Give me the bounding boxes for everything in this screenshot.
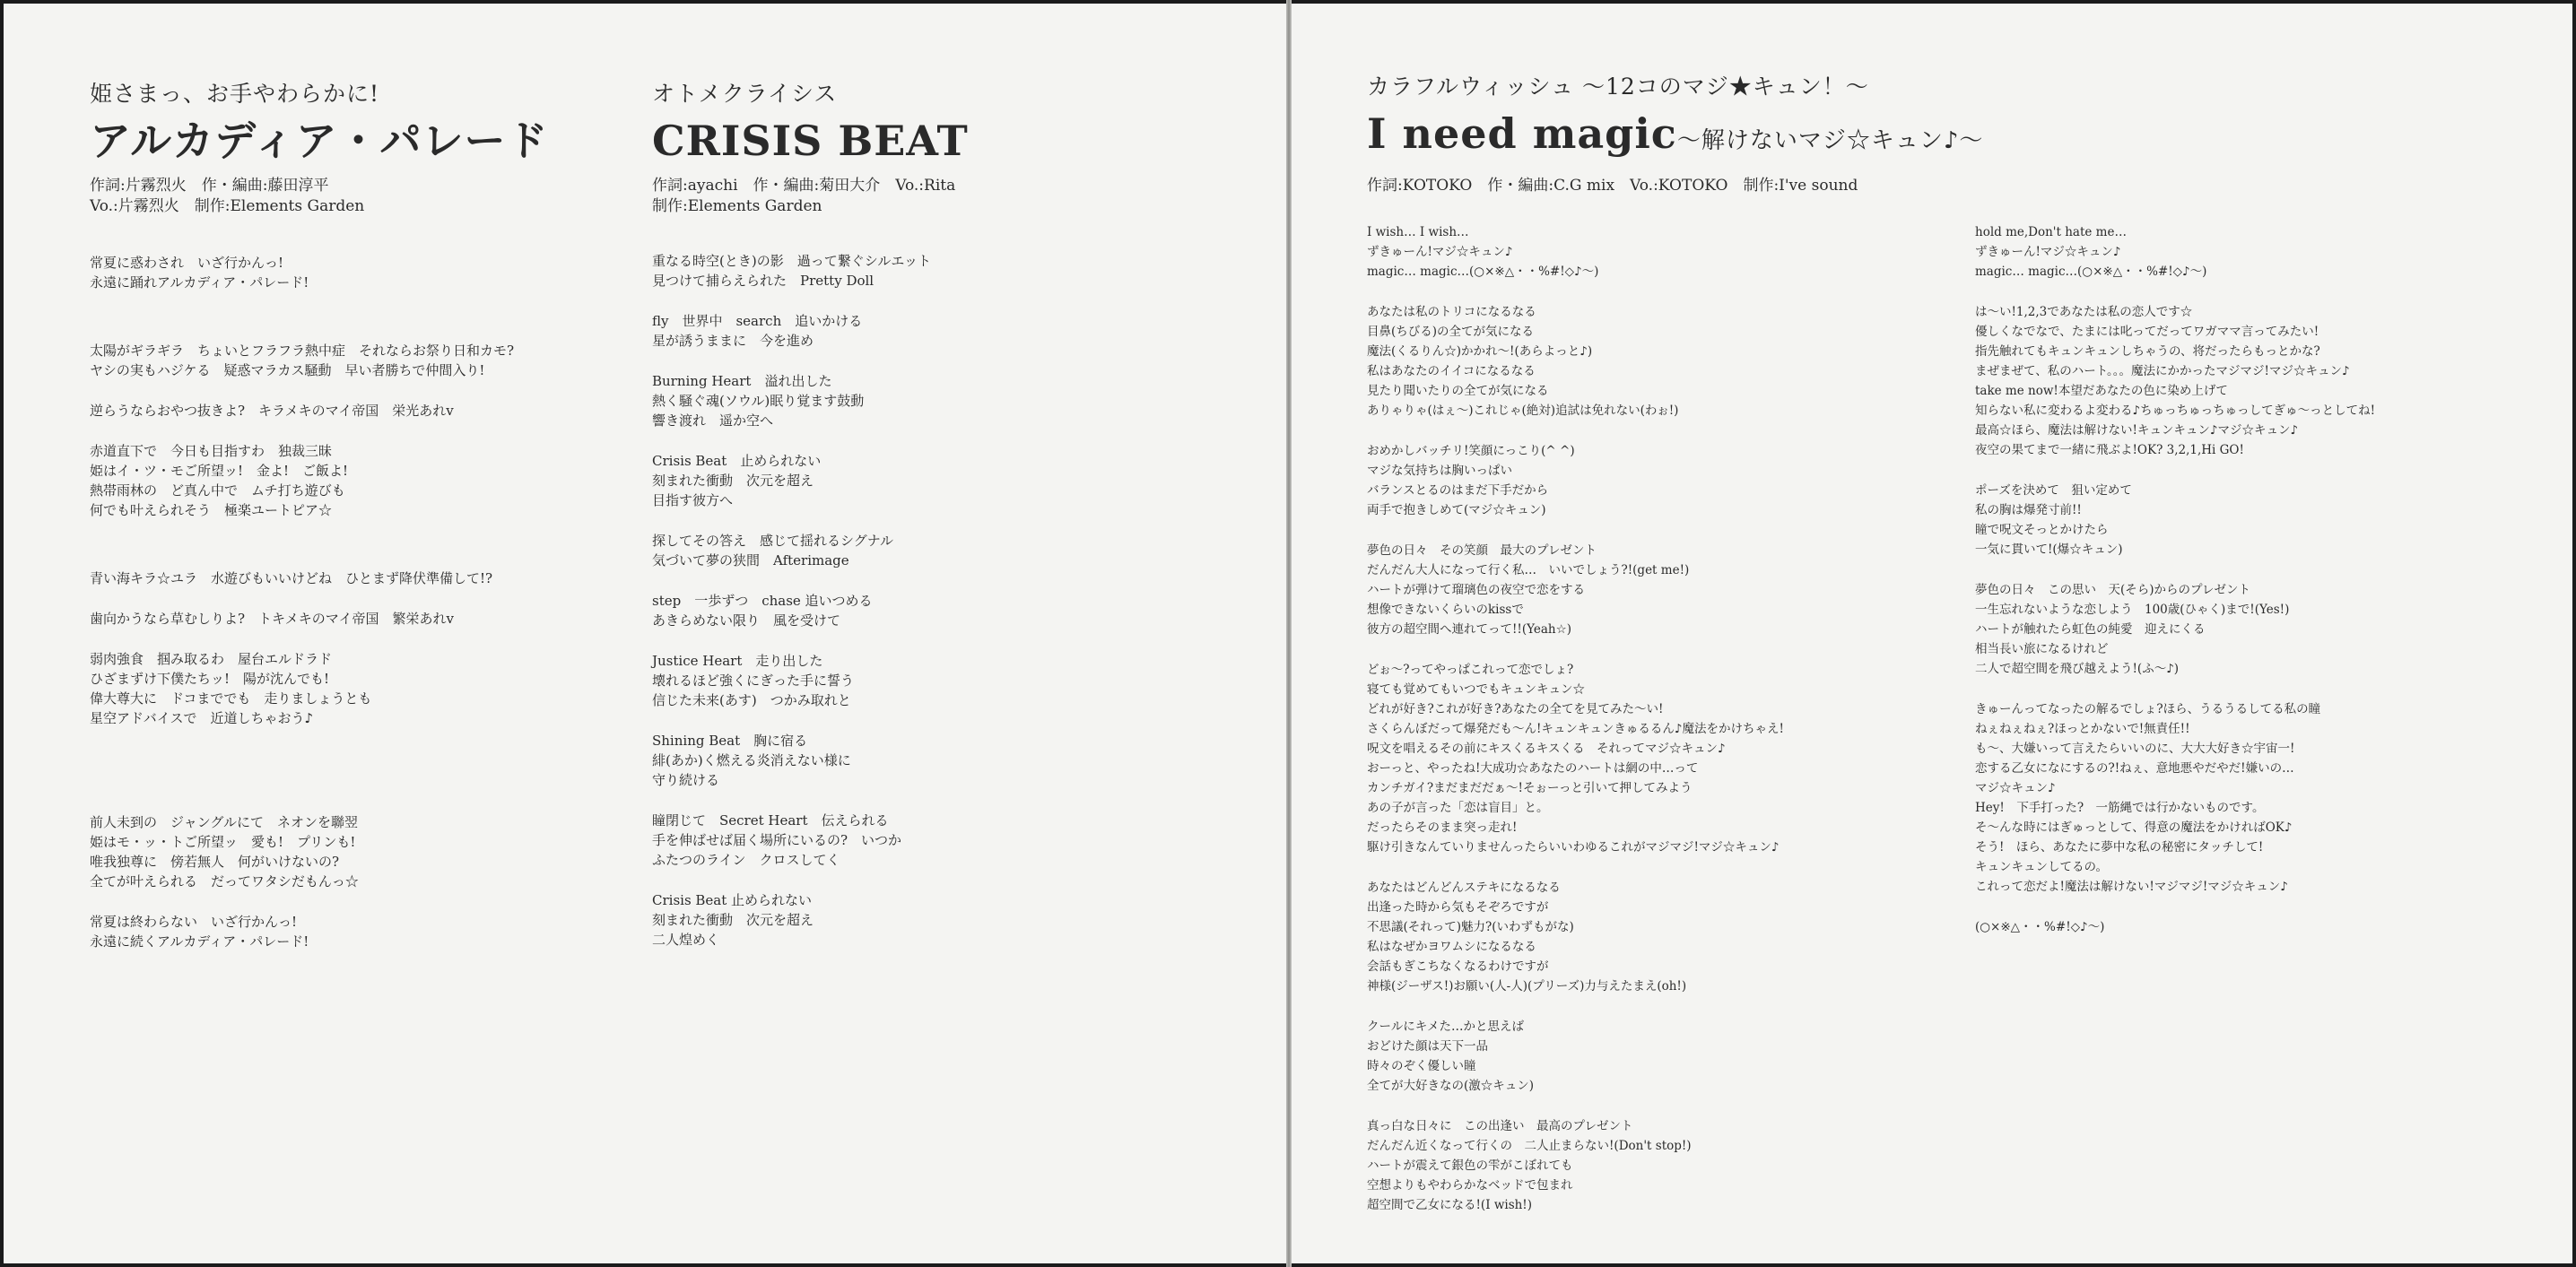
lyric-stanza [90, 912, 514, 951]
lyric-line: 全てが大好きなの(激☆キュン) [1367, 1079, 1535, 1093]
lyric-line: 超空間で乙女になる!(I wish!) [1367, 1198, 1533, 1212]
lyric-line: ありゃりゃ(はぇ～)これじゃ(絶対)追試は免れない(わぉ!) [1367, 404, 1679, 418]
lyric-stanza [652, 651, 931, 710]
song-2-credits [652, 176, 969, 217]
lyric-line: magic… magic…(○×※△・・%#!◇♪～) [1975, 265, 2207, 279]
lyric-line: 刻まれた衝動 次元を超え [652, 912, 814, 928]
lyric-stanza [90, 649, 514, 728]
lyric-line: 熱く騒ぐ魂(ソウル)眠り覚ます鼓動 [652, 393, 865, 409]
lyric-line: step 一歩ずつ chase 追いつめる [652, 593, 873, 609]
lyric-line: おどけた顔は天下一品 [1367, 1039, 1488, 1054]
lyric-line: 出逢った時から気もそぞろですが [1367, 900, 1549, 915]
lyric-stanza [652, 531, 931, 570]
lyric-line: ポーズを決めて 狙い定めて [1975, 483, 2132, 498]
lyric-line: 一生忘れないような恋しよう 100歳(ひゃく)まで!(Yes!) [1975, 603, 2290, 617]
lyric-stanza [652, 890, 931, 950]
lyric-line: 何でも叶えられそう 極楽ユートピア☆ [90, 502, 333, 518]
lyric-line: Shining Beat 胸に宿る [652, 733, 808, 749]
song-1-subtitle: 姫さまっ、お手やわらかに! [90, 81, 380, 107]
credits-line: Vo.:片霧烈火 制作:Elements Garden [90, 197, 365, 215]
lyric-line: どぉ～?ってやっぱこれって恋でしょ? [1367, 663, 1574, 677]
song-3-title-sub: ～解けないマジ☆キュン♪～ [1676, 127, 1984, 154]
lyric-line: キュンキュンしてるの。 [1975, 860, 2108, 874]
lyric-line: 信じた未来(あす) つかみ取れと [652, 692, 851, 708]
lyric-line: あの子が言った「恋は盲目」と。 [1367, 801, 1549, 815]
lyric-line: 探してその答え 感じて揺れるシグナル [652, 533, 893, 549]
lyric-line: hold me,Don't hate me… [1975, 225, 2127, 239]
song-1-credits [90, 176, 548, 217]
lyric-line: おめかしバッチリ!笑顔にっこり(^ ^) [1367, 444, 1575, 458]
lyric-line: I wish… I wish… [1367, 225, 1469, 239]
lyric-line: Crisis Beat 止められない [652, 892, 813, 908]
lyric-line: 神様(ジーザス!)お願い(人-人)(プリーズ)力与えたまえ(oh!) [1367, 979, 1687, 994]
lyric-line: 唯我独尊に 傍若無人 何がいけないの? [90, 854, 340, 870]
lyric-line: 見つけて捕らえられた Pretty Doll [652, 273, 875, 289]
lyric-line: 青い海キラ☆ユラ 水遊びもいいけどね ひとまず降伏準備して!? [90, 570, 493, 586]
lyric-line: 響き渡れ 遥か空へ [652, 412, 774, 429]
lyric-line: 逆らうならおやつ抜きよ? キラメキのマイ帝国 栄光あれv [90, 403, 454, 419]
lyric-line: おーっと、やったね!大成功☆あなたのハートは網の中…って [1367, 761, 1699, 776]
song-1-title: アルカディア・パレード [90, 117, 549, 165]
lyric-line: そ～んな時にはぎゅっとして、得意の魔法をかければOK♪ [1975, 820, 2293, 835]
lyric-stanza [1367, 441, 1784, 520]
lyric-stanza [652, 371, 931, 430]
lyric-line: 見たり聞いたりの全てが気になる [1367, 384, 1549, 398]
lyric-stanza [1975, 481, 2375, 560]
lyric-stanza [1367, 660, 1784, 857]
lyric-stanza [1367, 1017, 1784, 1096]
lyric-stanza [90, 812, 514, 891]
lyric-line: take me now!本望だあなたの色に染め上げて [1975, 384, 2228, 398]
lyric-line: きゅーんってなったの解るでしょ?ほら、うるうるしてる私の瞳 [1975, 702, 2321, 716]
lyric-stanza [652, 811, 931, 870]
lyric-line: 姫はイ・ツ・モご所望ッ! 金よ! ご飯よ! [90, 463, 349, 479]
lyric-line: 真っ白な日々に この出逢い 最高のプレゼント [1367, 1119, 1633, 1133]
lyric-line: だんだん大人になって行く私… いいでしょう?!(get me!) [1367, 563, 1690, 577]
lyric-line: Hey! 下手打った? 一筋縄では行かないものです。 [1975, 801, 2265, 815]
lyric-line: 私はなぜかヨワムシになるなる [1367, 940, 1536, 954]
lyric-line: 気づいて夢の狭間 Afterimage [652, 552, 849, 568]
lyric-line: ハートが弾けて瑠璃色の夜空で恋をする [1367, 583, 1585, 597]
lyric-line: 私はあなたのイイコになるなる [1367, 364, 1536, 378]
lyric-line: バランスとるのはまだ下手だから [1367, 483, 1549, 498]
lyric-line: 一気に貫いて!(爆☆キュン) [1975, 542, 2123, 557]
lyric-line: あなたはどんどんステキになるなる [1367, 881, 1561, 895]
lyric-line: マジ☆キュン♪ [1975, 781, 2056, 795]
song-2-title: CRISIS BEAT [652, 117, 969, 165]
lyric-line: マジな気持ちは胸いっぱい [1367, 464, 1512, 478]
lyric-line: 瞳で呪文そっとかけたら [1975, 523, 2109, 537]
lyric-stanza [652, 451, 931, 510]
lyric-line: 全てが叶えられる だってワタシだもんっ☆ [90, 873, 359, 890]
lyric-line: ハートが震えて銀色の雫がこぼれても [1367, 1159, 1573, 1173]
credits-line: 制作:Elements Garden [652, 197, 822, 215]
lyric-line: 重なる時空(とき)の影 過って繋ぐシルエット [652, 253, 932, 269]
lyric-line: 瞳閉じて Secret Heart 伝えられる [652, 812, 889, 829]
lyric-stanza [652, 251, 931, 291]
lyric-line: そう! ほら、あなたに夢中な私の秘密にタッチして! [1975, 840, 2264, 855]
lyric-line: 優しくなでなで、たまには叱ってだってワガママ言ってみたい! [1975, 325, 2319, 339]
lyric-stanza [1975, 699, 2375, 897]
lyric-line: まぜまぜて、私のハート。。。魔法にかかったマジマジ!マジ☆キュン♪ [1975, 364, 2350, 378]
credits-line: 作詞:KOTOKO 作・編曲:C.G mix Vo.:KOTOKO 制作:I've sound [1367, 177, 1858, 195]
lyric-line: も～、大嫌いって言えたらいいのに、大大大好き☆宇宙一! [1975, 742, 2295, 756]
lyric-line: 常夏に惑わされ いざ行かんっ! [90, 255, 284, 271]
lyric-line: 永遠に続くアルカディア・パレード! [90, 933, 309, 950]
lyric-line: は～い!1,2,3であなたは私の恋人です☆ [1975, 305, 2193, 319]
song-2-lyrics [652, 251, 931, 970]
lyric-line: 時々のぞく優しい瞳 [1367, 1059, 1476, 1073]
song-3-header [1367, 74, 1983, 196]
lyric-line: 手を伸ばせば届く場所にいるの? いつか [652, 832, 902, 848]
lyric-line: 私の胸は爆発寸前!! [1975, 503, 2082, 517]
lyric-line: 想像できないくらいのkissで [1367, 603, 1524, 617]
song-2-subtitle: オトメクライシス [652, 81, 838, 107]
lyric-line: 夢色の日々 その笑顔 最大のプレゼント [1367, 543, 1597, 558]
lyric-stanza [1975, 222, 2375, 282]
lyric-line: 恋する乙女になにするの?!ねぇ、意地悪やだやだ!嫌いの… [1975, 761, 2294, 776]
lyric-stanza [1975, 302, 2375, 460]
lyric-stanza [1367, 222, 1784, 282]
song-2-header [652, 81, 969, 217]
lyric-line: 星が誘うままに 今を進め [652, 333, 814, 349]
lyric-stanza [90, 568, 514, 588]
lyric-line: 最高☆ほら、魔法は解けない!キュンキュン♪マジ☆キュン♪ [1975, 423, 2299, 438]
lyric-stanza [1367, 302, 1784, 421]
lyric-line: 彼方の超空間へ連れてって!!(Yeah☆) [1367, 622, 1571, 637]
lyric-line: 知らない私に変わるよ変わる♪ちゅっちゅっちゅっしてぎゅ～っとしてね! [1975, 404, 2376, 418]
lyric-line: 永遠に踊れアルカディア・パレード! [90, 274, 309, 291]
lyric-line: 夜空の果てまで一緒に飛ぶよ!OK? 3,2,1,Hi GO! [1975, 443, 2244, 457]
lyric-line: ふたつのライン クロスしてく [652, 852, 840, 868]
lyric-line: 空想よりもやわらかなベッドで包まれ [1367, 1178, 1573, 1193]
lyric-line: 夢色の日々 この思い 天(そら)からのプレゼント [1975, 583, 2250, 597]
lyric-line: 歯向かうなら草むしりよ? トキメキのマイ帝国 繁栄あれv [90, 611, 454, 627]
lyric-line: 二人煌めく [652, 932, 720, 948]
lyric-line: fly 世界中 search 追いかける [652, 313, 863, 329]
lyric-line: (○×※△・・%#!◇♪～) [1975, 920, 2105, 934]
lyric-line: 緋(あか)く燃える炎消えない様に [652, 752, 851, 768]
lyric-line: あなたは私のトリコになるなる [1367, 305, 1536, 319]
lyric-line: Burning Heart 溢れ出した [652, 373, 832, 389]
lyric-line: これって恋だよ!魔法は解けない!マジマジ!マジ☆キュン♪ [1975, 880, 2288, 894]
lyric-line: 相当長い旅になるけれど [1975, 642, 2109, 656]
lyric-line: 赤道直下で 今日も目指すわ 独裁三昧 [90, 443, 333, 459]
lyric-line: 太陽がギラギラ ちょいとフラフラ熱中症 それならお祭り日和カモ? [90, 343, 515, 359]
lyric-line: 姫はモ・ッ・トご所望ッ 愛も! プリンも! [90, 834, 356, 850]
lyric-line: 会話もぎこちなくなるわけですが [1367, 959, 1549, 974]
lyric-line: 星空アドバイスで 近道しちゃおう♪ [90, 710, 314, 726]
lyric-stanza [1367, 878, 1784, 996]
lyric-line: クールにキメた…かと思えば [1367, 1020, 1524, 1034]
lyric-line: だんだん近くなって行くの 二人止まらない!(Don't stop!) [1367, 1139, 1692, 1153]
lyric-line: ずきゅーん!マジ☆キュン♪ [1975, 245, 2121, 259]
left-page [4, 4, 1286, 1263]
lyric-stanza [1975, 580, 2375, 679]
lyric-line: 両手で抱きしめて(マジ☆キュン) [1367, 503, 1546, 517]
lyric-line: ヤシの実もハジケる 疑惑マラカス騒動 早い者勝ちで仲間入り! [90, 362, 485, 378]
lyric-line: 目指す彼方へ [652, 492, 734, 508]
credits-line: 作詞:ayachi 作・編曲:菊田大介 Vo.:Rita [652, 177, 956, 195]
lyric-stanza [652, 591, 931, 630]
lyric-line: 刻まれた衝動 次元を超え [652, 473, 814, 489]
right-page [1292, 4, 2572, 1263]
lyric-line: 常夏は終わらない いざ行かんっ! [90, 914, 298, 930]
lyric-line: 駆け引きなんていりませんったらいいわゆるこれがマジマジ!マジ☆キュン♪ [1367, 840, 1780, 855]
lyric-line: さくらんぼだって爆発だも～ん!キュンキュンきゅるるん♪魔法をかけちゃえ! [1367, 722, 1784, 736]
lyric-stanza [1975, 917, 2375, 937]
lyric-line: 弱肉強食 掴み取るわ 屋台エルドラド [90, 651, 333, 667]
lyric-line: 二人で超空間を飛び越えよう!(ふ～♪) [1975, 662, 2180, 676]
lyric-stanza [90, 609, 514, 629]
lyric-stanza [90, 253, 514, 292]
lyric-line: 寝ても覚めてもいつでもキュンキュン☆ [1367, 682, 1585, 697]
song-3-title-main: I need magic [1367, 109, 1677, 158]
lyric-line: 偉大尊大に ドコまででも 走りましょうとも [90, 690, 372, 707]
lyric-line: magic… magic…(○×※△・・%#!◇♪～) [1367, 265, 1599, 279]
lyric-line: ハートが触れたら虹色の純愛 迎えにくる [1975, 622, 2206, 637]
lyric-stanza [90, 441, 514, 520]
lyric-line: ひざまずけ下僕たちッ! 陽が沈んでも! [90, 671, 330, 687]
lyric-line: ずきゅーん!マジ☆キュン♪ [1367, 245, 1513, 259]
lyric-stanza [1367, 541, 1784, 639]
song-3-subtitle: カラフルウィッシュ ～12コのマジ★キュン！～ [1367, 74, 1869, 100]
lyric-line: 守り続ける [652, 772, 720, 788]
lyric-line: あきらめない限り 風を受けて [652, 612, 841, 629]
song-3-lyrics-col-2 [1975, 222, 2375, 958]
lyric-line: 魔法(くるりん☆)かかれ～!(あらよっと♪) [1367, 344, 1593, 359]
lyric-stanza [652, 311, 931, 351]
song-3-credits [1367, 176, 1983, 196]
credits-line: 作詞:片霧烈火 作・編曲:藤田淳平 [90, 177, 329, 195]
lyric-line: 指先触れてもキュンキュンしちゃうの、将だったらもっとかな? [1975, 344, 2320, 359]
lyric-line: Justice Heart 走り出した [652, 653, 823, 669]
song-3-title [1367, 108, 1983, 167]
lyric-line: 呪文を唱えるその前にキスくるキスくる それってマジ☆キュン♪ [1367, 742, 1726, 756]
song-1-header [90, 81, 548, 217]
song-1-lyrics [90, 253, 514, 972]
song-3-lyrics-col-1 [1367, 222, 1784, 1236]
lyric-stanza [652, 731, 931, 790]
lyric-line: カンチガイ?まだまだだぁ～!そぉーっと引いて押してみよう [1367, 781, 1693, 795]
lyric-line: ねぇねぇねぇ?ほっとかないで!無責任!! [1975, 722, 2190, 736]
lyric-stanza [1367, 1116, 1784, 1215]
lyric-line: 壊れるほど強くにぎった手に誓う [652, 673, 855, 689]
lyric-stanza [90, 341, 514, 380]
lyric-line: 不思議(それって)魅力?(いわずもがな) [1367, 920, 1574, 934]
lyric-line: 目鼻(ちびる)の全てが気になる [1367, 325, 1535, 339]
lyric-stanza [90, 401, 514, 421]
lyric-line: 前人未到の ジャングルにて ネオンを聯翌 [90, 814, 358, 830]
lyric-line: だったらそのまま突っ走れ! [1367, 820, 1518, 835]
lyric-line: Crisis Beat 止められない [652, 453, 822, 469]
lyric-line: どれが好き?これが好き?あなたの全てを見てみた～い! [1367, 702, 1664, 716]
lyric-line: 熱帯雨林の ど真ん中で ムチ打ち遊びも [90, 482, 345, 499]
